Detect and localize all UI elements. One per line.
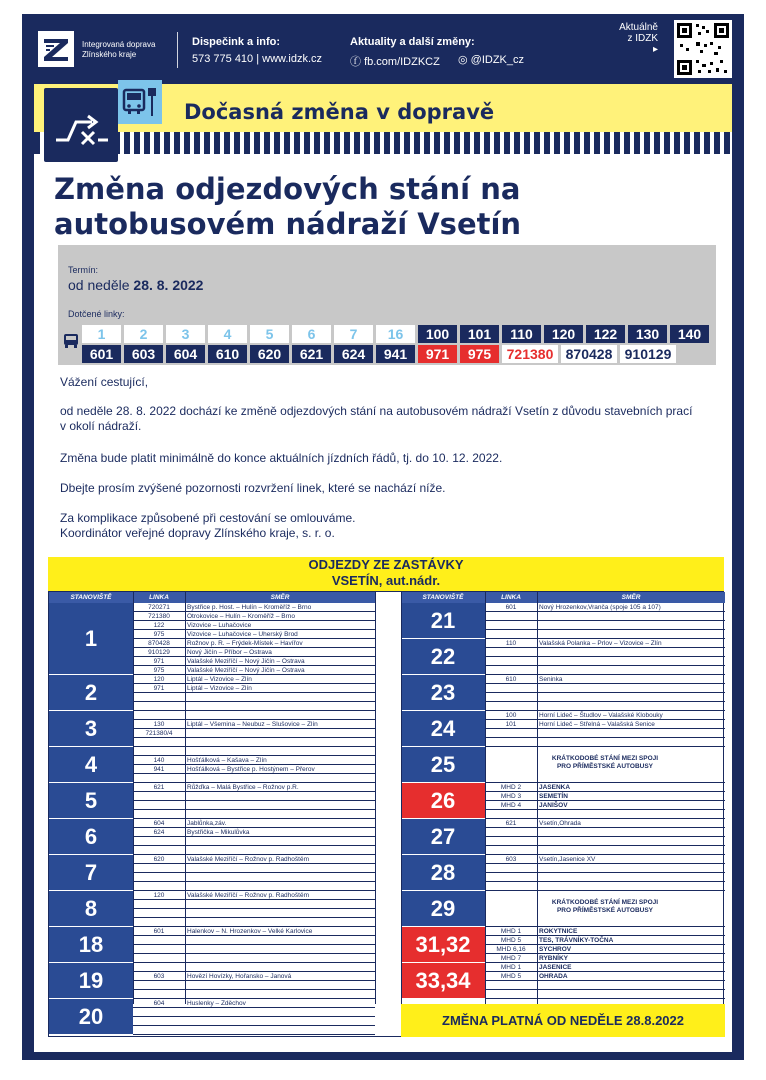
page-title [54, 172, 521, 242]
header-divider [177, 32, 178, 68]
table-row [133, 981, 375, 990]
table-row [485, 963, 725, 972]
line-badge: 16 [376, 325, 415, 343]
dispatch-label: Dispečink a info: [192, 36, 281, 48]
line-number: MHD 5 [500, 937, 522, 944]
title-line-1: Změna odjezdových stání na [54, 172, 521, 206]
stop-number: 33,34 [401, 963, 485, 999]
table-row [133, 891, 375, 900]
line-number: MHD 4 [500, 802, 522, 809]
line-badge: 604 [166, 345, 205, 363]
stop-number: 24 [401, 711, 485, 747]
line-number: MHD 6,16 [496, 946, 526, 953]
direction: Liptál – Vizovice – Zlín [187, 685, 252, 692]
line-number: 120 [153, 676, 165, 683]
line-number: 110 [505, 640, 517, 647]
short-stay-note [485, 899, 725, 915]
table-row [133, 603, 375, 612]
short-note-line-1: KRÁTKODOBÉ STÁNÍ MEZI SPOJI [551, 899, 659, 906]
line-number: 120 [153, 892, 165, 899]
table-row [485, 603, 725, 612]
table-row [133, 1017, 375, 1026]
direction: Hošťálková – Kašava – Zlín [187, 757, 267, 764]
table-row [485, 657, 725, 666]
direction: Hovězí Hovízky, Hořansko – Janová [187, 973, 292, 980]
table-row [133, 738, 375, 747]
line-badge: 120 [544, 325, 583, 343]
stop-number: 6 [49, 819, 133, 855]
line-number: MHD 1 [500, 928, 522, 935]
direction: Valašské Meziříčí – Nový Jičín – Ostrava [187, 667, 305, 674]
paragraph-validity: Změna bude platit minimálně do konce aktuálních jízdních řádů, tj. do 10. 12. 2022. [60, 451, 503, 465]
table-row [485, 693, 725, 702]
apology: Za komplikace způsobené při cestování se omlouváme. [60, 511, 356, 525]
table-title-line-1: ODJEZDY ZE ZASTÁVKY [308, 557, 464, 572]
arrow-right-icon: ▸ [652, 44, 658, 55]
direction: Otrokovice – Hulín – Kroměříž – Brno [187, 613, 296, 620]
line-badge: 941 [376, 345, 415, 363]
line-badge: 910129 [620, 345, 676, 363]
table-row [133, 927, 375, 936]
table-row [133, 846, 375, 855]
line-number: 975 [153, 667, 165, 674]
stop-number: 22 [401, 639, 485, 675]
line-number: MHD 2 [500, 784, 522, 791]
table-row [485, 801, 725, 810]
line-badge: 620 [250, 345, 289, 363]
table-row [485, 864, 725, 873]
route-change-icon [44, 88, 118, 162]
stop-number: 7 [49, 855, 133, 891]
table-row [485, 837, 725, 846]
table-row [485, 792, 725, 801]
table-row [485, 819, 725, 828]
term-date-value: 28. 8. 2022 [133, 277, 204, 293]
line-number: 721380 [148, 613, 170, 620]
line-number: 941 [153, 766, 165, 773]
table-row [133, 918, 375, 927]
stop-number: 20 [49, 999, 133, 1035]
header [22, 14, 744, 84]
stop-number: 29 [401, 891, 485, 927]
table-row [133, 819, 375, 828]
direction: Valašské Meziříčí – Rožnov p. Radhoštěm [187, 856, 309, 863]
table-row [133, 792, 375, 801]
stop-number: 4 [49, 747, 133, 783]
table-row [485, 612, 725, 621]
line-number: 140 [153, 757, 165, 764]
direction: Liptál – Vizovice – Zlín [187, 676, 252, 683]
facebook-link[interactable] [350, 53, 440, 69]
table-row [485, 738, 725, 747]
idzk-logo [38, 31, 74, 67]
stop-number: 19 [49, 963, 133, 999]
banner-stripes [34, 132, 732, 154]
line-number: 603 [505, 856, 517, 863]
direction: Horní Lideč – Študlov – Valašské Klobouky [539, 712, 663, 719]
table-row [133, 873, 375, 882]
table-row [485, 774, 725, 783]
table-row [133, 1026, 375, 1035]
direction: Rožnov p. R. – Frýdek-Místek – Havířov [187, 640, 303, 647]
table-title [48, 557, 724, 591]
table-row [133, 864, 375, 873]
direction: Vsetín,Jasenice XV [539, 856, 596, 863]
stop-number: 28 [401, 855, 485, 891]
table-row [485, 702, 725, 711]
short-stay-note [485, 755, 725, 771]
line-number: 101 [505, 721, 517, 728]
direction: Valašské Meziříčí – Rožnov p. Radhoštěm [187, 892, 309, 899]
column-divider [485, 592, 486, 1004]
direction: Valašské Meziříčí – Nový Jičín – Ostrava [187, 658, 305, 665]
direction: Horní Lideč – Střelná – Valašská Senice [539, 721, 655, 728]
validity-footer: ZMĚNA PLATNÁ OD NEDĚLE 28.8.2022 [401, 1004, 725, 1037]
direction: OHRADA [539, 973, 568, 980]
table-row [133, 765, 375, 774]
table-row [485, 630, 725, 639]
table-row [133, 675, 375, 684]
table-row [485, 828, 725, 837]
line-badge: 122 [586, 325, 625, 343]
line-number: MHD 5 [500, 973, 522, 980]
col-header-line-right: LINKA [485, 592, 537, 603]
lines-row-1 [82, 325, 709, 343]
col-header-direction: SMĚR [185, 592, 375, 603]
table-row [133, 783, 375, 792]
line-number: 870428 [148, 640, 170, 647]
line-number: 100 [505, 712, 517, 719]
info-box [58, 245, 716, 365]
table-row [485, 927, 725, 936]
stop-number: 21 [401, 603, 485, 639]
direction: Liptál – Všemina – Neubuz – Slušovice – Zlín [187, 721, 318, 728]
table-row [485, 882, 725, 891]
paragraph-change: od neděle 28. 8. 2022 dochází ke změně odjezdových stání na autobusovém nádraží Vsetín z důvodu stavebních prací v okolí nádraží. [60, 404, 693, 433]
line-badge: 7 [334, 325, 373, 343]
direction: Jablůnka,záv. [187, 820, 227, 827]
direction: JASENICE [539, 964, 572, 971]
direction: SYCHROV [539, 946, 572, 953]
table-row [485, 621, 725, 630]
stop-number: 3 [49, 711, 133, 747]
table-row [485, 783, 725, 792]
table-row [133, 720, 375, 729]
qr-label [619, 22, 658, 55]
table-row [133, 711, 375, 720]
term-date [68, 277, 203, 293]
table-row [485, 720, 725, 729]
line-number: 720271 [148, 604, 170, 611]
stop-number: 23 [401, 675, 485, 711]
line-number: 601 [505, 604, 517, 611]
line-badge: 3 [166, 325, 205, 343]
stop-number: 1 [49, 603, 133, 675]
line-number: 621 [153, 784, 165, 791]
stop-number: 8 [49, 891, 133, 927]
direction: Vsetín,Ohrada [539, 820, 581, 827]
departure-table [48, 591, 724, 1037]
table-row [133, 684, 375, 693]
direction: SEMETÍN [539, 793, 568, 800]
signature: Koordinátor veřejné dopravy Zlínského kraje, s. r. o. [60, 526, 335, 540]
line-number: 604 [153, 820, 165, 827]
term-prefix: od neděle [68, 277, 130, 293]
banner-title: Dočasná změna v dopravě [184, 100, 495, 124]
instagram-link[interactable] [458, 53, 524, 66]
direction: Hošťálková – Bystřice p. Hostýnem – Přerov [187, 766, 315, 773]
paragraph-attention: Dbejte prosím zvýšené pozornosti rozvržení linek, které se nachází níže. [60, 481, 446, 495]
stop-number: 31,32 [401, 927, 485, 963]
table-row [133, 702, 375, 711]
direction: Huslenky – Zděchov [187, 1000, 246, 1007]
facebook-text: fb.com/IDZKCZ [364, 56, 440, 68]
table-row [133, 756, 375, 765]
stop-number: 5 [49, 783, 133, 819]
table-row [485, 639, 725, 648]
table-row [133, 666, 375, 675]
table-row [133, 630, 375, 639]
table-row [485, 972, 725, 981]
table-row [485, 729, 725, 738]
logo-line-1: Integrovaná doprava [82, 40, 156, 49]
greeting: Vážení cestující, [60, 375, 149, 389]
line-number: 601 [153, 928, 165, 935]
line-badge: 610 [208, 345, 247, 363]
facebook-icon: ⓕ [350, 56, 361, 68]
line-number: MHD 3 [500, 793, 522, 800]
table-row [485, 945, 725, 954]
table-row [133, 909, 375, 918]
table-row [133, 801, 375, 810]
column-divider [375, 592, 376, 1004]
direction: Vizovice – Luhačovice [187, 622, 252, 629]
stop-number: 2 [49, 675, 133, 711]
col-header-direction-right: SMĚR [537, 592, 725, 603]
line-badge: 601 [82, 345, 121, 363]
table-row [133, 828, 375, 837]
line-badge: 6 [292, 325, 331, 343]
logo-line-2: Zlínského kraje [82, 50, 137, 59]
line-number: 971 [153, 658, 165, 665]
line-badge: 870428 [561, 345, 617, 363]
table-row [133, 639, 375, 648]
direction: ROKYTNICE [539, 928, 578, 935]
dispatch-value[interactable]: 573 775 410 | www.idzk.cz [192, 53, 323, 65]
line-badge: 100 [418, 325, 457, 343]
direction: JANIŠOV [539, 802, 568, 809]
line-number: 603 [153, 973, 165, 980]
direction: Bystřice p. Host. – Hulín – Kroměříž – Brno [187, 604, 312, 611]
direction: Růžďka – Malá Bystřice – Rožnov p.R. [187, 784, 299, 791]
table-row [485, 855, 725, 864]
table-row [133, 774, 375, 783]
table-row [485, 666, 725, 675]
table-row [485, 810, 725, 819]
direction: Valašská Polanka – Prlov – Vizovice – Zlín [539, 640, 662, 647]
direction: JASENKA [539, 784, 571, 791]
line-badge: 971 [418, 345, 457, 363]
table-row [485, 846, 725, 855]
logo-text [82, 40, 155, 60]
table-row [485, 990, 725, 999]
direction: Bystřička – Mikulůvka [187, 829, 250, 836]
short-note-line-1: KRÁTKODOBÉ STÁNÍ MEZI SPOJI [551, 755, 659, 762]
term-label: Termín: [68, 265, 99, 275]
bus-icon [62, 332, 80, 350]
line-number: 971 [153, 685, 165, 692]
line-number: 610 [505, 676, 517, 683]
table-row [133, 837, 375, 846]
bus-stop-icon [118, 80, 162, 124]
line-badge: 5 [250, 325, 289, 343]
table-row [485, 711, 725, 720]
line-number: 975 [153, 631, 165, 638]
instagram-icon: ◎ [458, 54, 468, 66]
column-divider [185, 592, 186, 1004]
direction: Halenkov – N. Hrozenkov – Velké Karlovice [187, 928, 313, 935]
table-row [133, 999, 375, 1008]
lines-row-2 [82, 345, 676, 363]
table-title-line-2: VSETÍN, aut.nádr. [331, 573, 441, 588]
table-row [133, 936, 375, 945]
direction: TES, TRÁVNÍKY-TOČNA [539, 937, 614, 944]
stop-number: 25 [401, 747, 485, 783]
line-badge: 2 [124, 325, 163, 343]
qr-label-line-2: z IDZK [627, 33, 658, 44]
direction: RYBNÍKY [539, 955, 569, 962]
table-row [133, 990, 375, 999]
table-row [133, 810, 375, 819]
table-row [133, 612, 375, 621]
table-row [133, 621, 375, 630]
news-label: Aktuality a další změny: [350, 36, 475, 48]
table-row [133, 1008, 375, 1017]
direction: Vizovice – Luhačovice – Uherský Brod [187, 631, 298, 638]
table-row [485, 648, 725, 657]
table-row [485, 684, 725, 693]
table-row [133, 855, 375, 864]
direction: Nový Jičín – Příbor – Ostrava [187, 649, 272, 656]
stop-number: 18 [49, 927, 133, 963]
stop-number: 27 [401, 819, 485, 855]
line-badge: 101 [460, 325, 499, 343]
title-line-2: autobusovém nádraží Vsetín [54, 207, 522, 241]
line-number: 721380/4 [145, 730, 173, 737]
line-badge: 721380 [502, 345, 558, 363]
line-number: MHD 1 [500, 964, 522, 971]
table-row [133, 729, 375, 738]
table-row [133, 945, 375, 954]
table-row [485, 936, 725, 945]
line-badge: 4 [208, 325, 247, 343]
table-row [133, 972, 375, 981]
short-note-line-2: PRO PŘÍMĚSTSKÉ AUTOBUSY [556, 907, 654, 914]
qr-code[interactable] [674, 20, 732, 78]
line-number: MHD 7 [500, 955, 522, 962]
line-badge: 110 [502, 325, 541, 343]
table-row [133, 747, 375, 756]
table-row [485, 918, 725, 927]
column-divider [537, 592, 538, 1004]
direction: Nový Hrozenkov,Vranča (spoje 105 a 107) [539, 604, 661, 611]
line-number: 122 [153, 622, 165, 629]
column-divider [401, 592, 402, 1004]
qr-label-line-1: Aktuálně [619, 22, 658, 33]
table-row [133, 657, 375, 666]
line-number: 130 [153, 721, 165, 728]
direction: Seninka [539, 676, 563, 683]
table-row [133, 882, 375, 891]
table-row [133, 900, 375, 909]
table-row [485, 873, 725, 882]
line-badge: 1 [82, 325, 121, 343]
line-number: 604 [153, 1000, 165, 1007]
line-badge: 140 [670, 325, 709, 343]
line-number: 624 [153, 829, 165, 836]
line-badge: 603 [124, 345, 163, 363]
table-row [133, 954, 375, 963]
short-note-line-2: PRO PŘÍMĚSTSKÉ AUTOBUSY [556, 763, 654, 770]
col-header-line: LINKA [133, 592, 185, 603]
col-header-stop: STANOVIŠTĚ [49, 592, 133, 603]
lines-label: Dotčené linky: [68, 309, 125, 319]
line-number: 910129 [148, 649, 170, 656]
instagram-text: @IDZK_cz [470, 54, 525, 66]
table-row [485, 675, 725, 684]
table-row [485, 954, 725, 963]
line-badge: 130 [628, 325, 667, 343]
line-badge: 621 [292, 345, 331, 363]
table-row [133, 693, 375, 702]
table-row [133, 963, 375, 972]
line-number: 621 [505, 820, 517, 827]
col-header-stop-right: STANOVIŠTĚ [401, 592, 485, 603]
line-badge: 975 [460, 345, 499, 363]
line-number: 620 [153, 856, 165, 863]
stop-number: 26 [401, 783, 485, 819]
line-badge: 624 [334, 345, 373, 363]
table-row [133, 648, 375, 657]
table-row [485, 981, 725, 990]
column-divider [133, 592, 134, 1004]
